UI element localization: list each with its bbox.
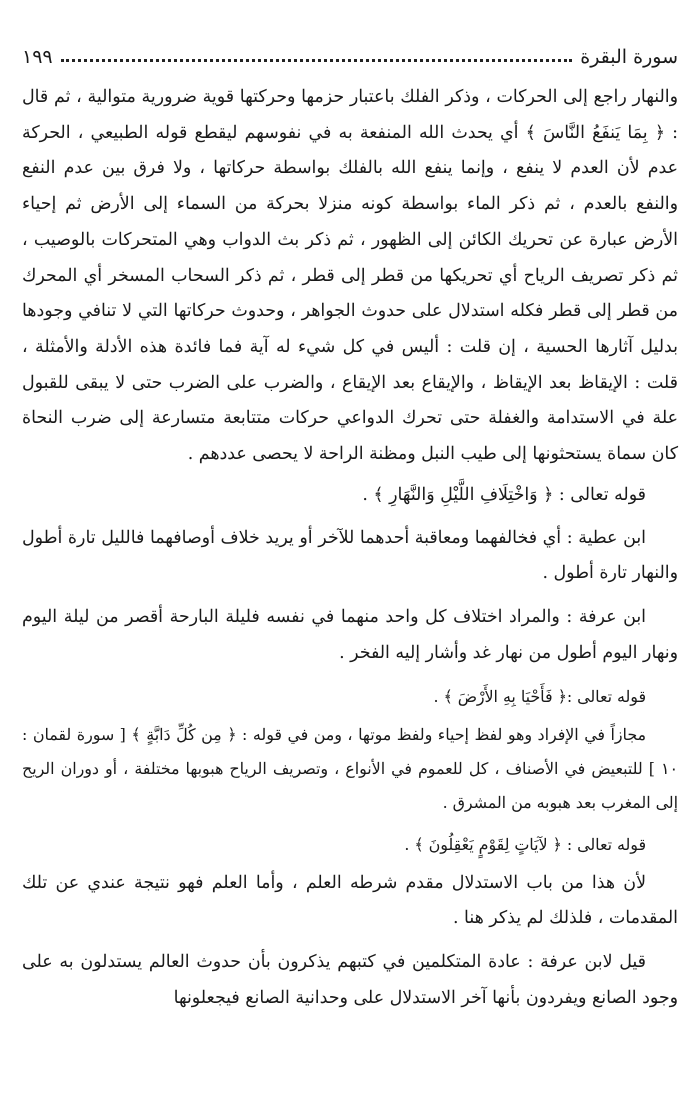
paragraph-ibn-atiyya: ابن عطية : أي فخالفهما ومعاقبة أحدهما للآخر أو يريد خلاف أوصافهما فالليل تارة أطول والنهار تارة أطول . — [22, 527, 678, 584]
surah-title: سورة البقرة — [580, 46, 678, 68]
verse-heading: قوله تعالى :﴿ فَأَحْيَا بِهِ الأَرْضَ ﴾ . — [433, 686, 646, 706]
page-body — [22, 80, 678, 1024]
verse-heading: قوله تعالى : ﴿ وَاخْتِلَافِ اللَّيْلِ وَالنَّهَارِ ﴾ . — [362, 484, 646, 505]
page-number: ١٩٩ — [22, 46, 53, 68]
verse-heading: قوله تعالى : ﴿ لآيَاتٍ لِقَوْمٍ يَعْقِلُونَ ﴾ . — [404, 834, 646, 854]
paragraph-ibn-arafa: ابن عرفة : والمراد اختلاف كل واحد منهما في نفسه فليلة البارحة أقصر من ليلة اليوم ونهار اليوم أطول من نهار غد وأشار إليه الفخر . — [22, 607, 678, 663]
book-page — [22, 0, 678, 1094]
paragraph-mutakallimin: قيل لابن عرفة : عادة المتكلمين في كتبهم يذكرون بأن حدوث العالم يستدلون به على وجود الصانع ويفردون بأنها آخر الاستدلال على وحدانية الصانع فيجعلونها — [22, 951, 678, 1008]
paragraph-majaz: مجازاً في الإفراد وهو لفظ إحياء ولفظ موتها ، ومن في قوله : ﴿ مِن كُلِّ دَابَّةٍ ﴾ [ سورة لقمان : ١٠ ] للتبعيض في الأصناف ، كل للعموم في الأنواع ، وتصريف الرياح هبوبها مختلفة ، أو دوران الريح إلى المغرب بعد هبوبه من المشرق . — [22, 724, 678, 812]
header-dotted-rule — [61, 59, 573, 62]
page-header — [22, 40, 678, 68]
paragraph-commentary: والنهار راجع إلى الحركات ، وذكر الفلك باعتبار حزمها وحركتها قوية ضرورية متوالية ، ثم قال : ﴿ بِمَا يَنفَعُ النَّاسَ ﴾ أي يحدث الله المنفعة به في نفوسهم ليقطع قوله الطبيعي ، الحركة عدم لأن العدم لا ينفع ، وإنما ينفع الله بالفلك بواسطة حركاتها ، ولا فرق بين عدم النفع والنفع بالعدم ، ثم ذكر الماء بواسطة كونه منزلا بحركة من السماء إلى الأرض ثم إحياء الأرض عبارة عن تحريك الكائن إلى الظهور ، ثم ذكر بث الدواب وهي المتحركات بالوصيب ، ثم ذكر تصريف الرياح أي تحريكها من قطر إلى قطر ، ثم ذكر السحاب المسخر أي المحرك من قطر إلى قطر فكله استدلال على حدوث الجواهر ، وحدوث حركاتها التي لا تنافي وجودها بدليل آثارها الحسية ، إن قلت : أليس في كل شيء له آية فما فائدة هذه الأدلة والأمثلة ، قلت : الإيقاظ بعد الإيقاظ ، والإيقاع بعد الإيقاع ، والضرب على الضرب حتى لا يبقى للقبول علة في الاستدامة والغفلة حتى تحرك الدواعي حركات متتابعة متسارعة إلى ضرب النحاة كان سماة يستحثونها إلى طيب النبل ومظنة الراحة لا يحصى عددهم . — [22, 87, 678, 465]
paragraph-istidlal: لأن هذا من باب الاستدلال مقدم شرطه العلم ، وأما العلم فهو نتيجة عندي عن تلك المقدمات ، فلذلك لم يذكر هنا . — [22, 872, 678, 929]
